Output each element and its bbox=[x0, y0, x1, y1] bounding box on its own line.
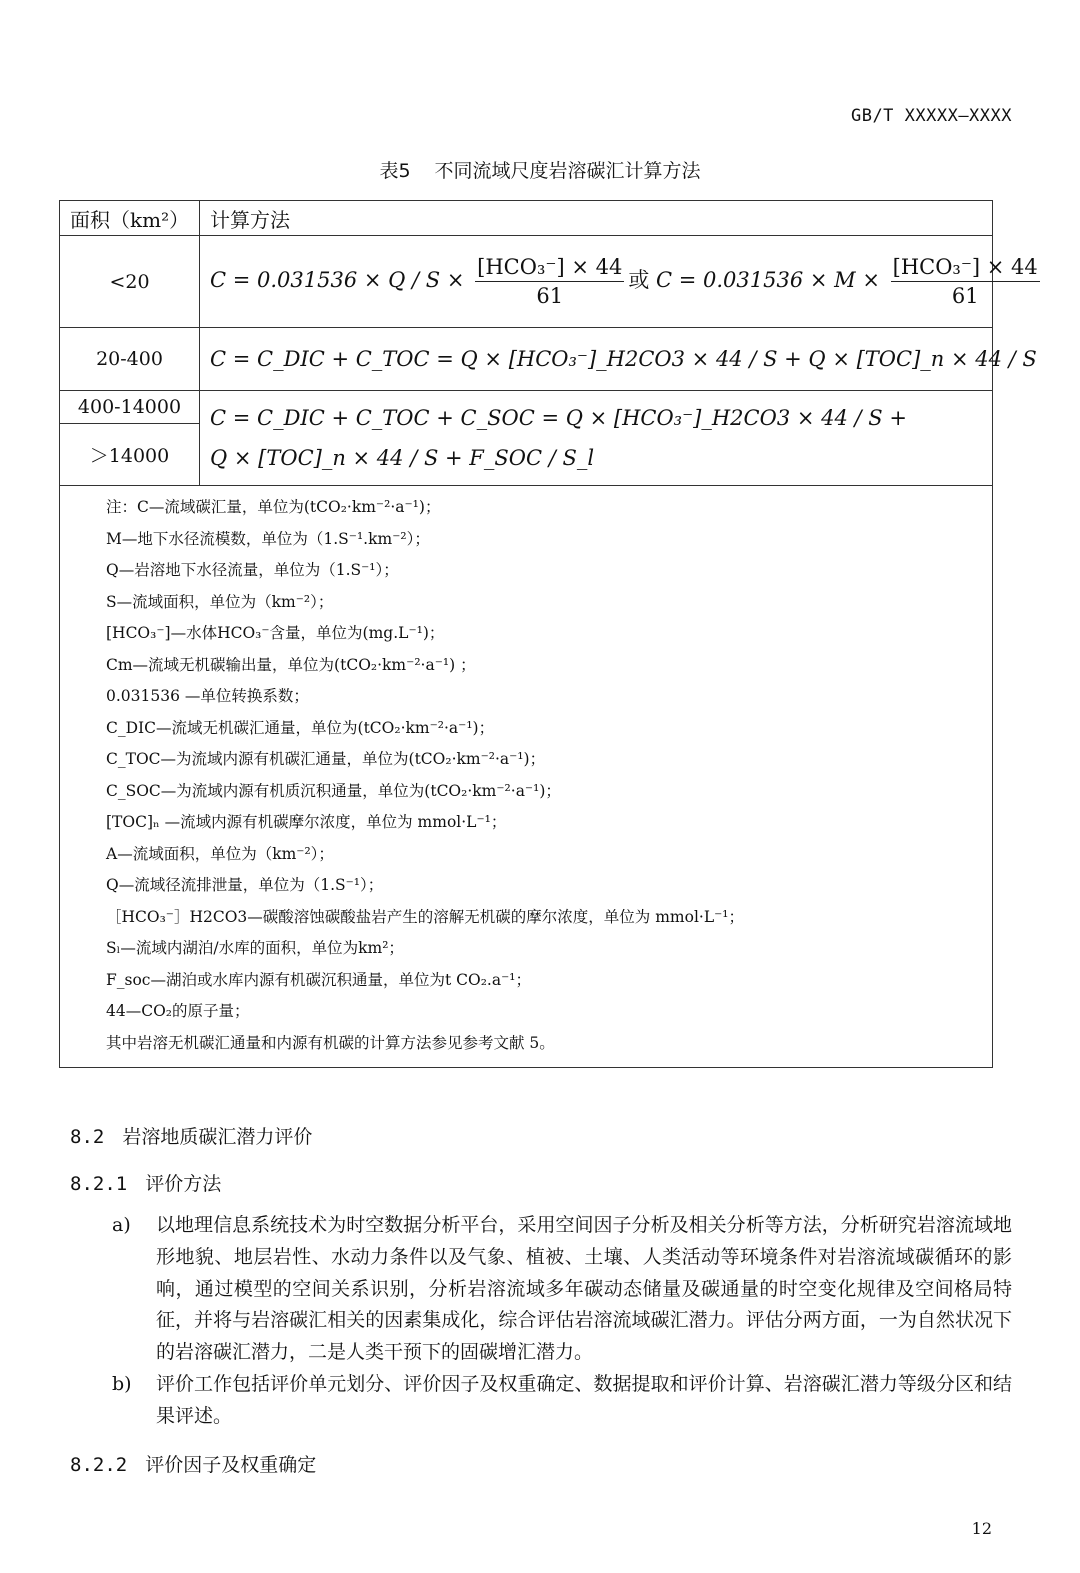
area-cell: <20 bbox=[60, 236, 200, 328]
method-list bbox=[112, 1210, 1012, 1433]
note-line: Cm—流域无机碳输出量，单位为(tCO₂·km⁻²·a⁻¹) ； bbox=[106, 655, 476, 674]
fraction-hco3: $\frac{\text{[HCO₃⁻] × 44}}{61}$ bbox=[477, 255, 623, 308]
note-line: S—流域面积，单位为（km⁻²）； bbox=[106, 592, 334, 611]
formula-gt400-line1: C = C_DIC + C_TOC + C_SOC = Q × [HCO₃⁻]_H2CO3 × 44 / S + bbox=[210, 406, 907, 430]
formula-gt400-line2: Q × [TOC]_n × 44 / S + F_SOC / S_l bbox=[210, 446, 595, 470]
section-title: 岩溶地质碳汇潜力评价 bbox=[122, 1126, 313, 1148]
note-line: [TOC]ₙ —流域内源有机碳摩尔浓度，单位为 mmol·L⁻¹； bbox=[106, 813, 507, 831]
area-cell: ＞14000 bbox=[60, 424, 200, 486]
table-number: 表5 bbox=[379, 160, 411, 182]
page-number: 12 bbox=[971, 1519, 992, 1538]
notes-cell bbox=[60, 486, 993, 1068]
table-caption bbox=[0, 156, 1080, 183]
note-line: 注：C—流域碳汇量，单位为(tCO₂·km⁻²·a⁻¹)； bbox=[106, 498, 441, 516]
fraction-hco3-2: $\frac{\text{[HCO₃⁻] × 44}}{61}$ bbox=[892, 255, 1038, 308]
note-line: F_soc—湖泊或水库内源有机碳沉积通量，单位为t CO₂.a⁻¹； bbox=[106, 970, 531, 989]
area-cell: 400-14000 bbox=[60, 391, 200, 424]
section-number: 8.2.1 bbox=[70, 1173, 128, 1195]
header-method: 计算方法 bbox=[200, 201, 993, 236]
formula-lt20-part1: C = 0.031536 × Q / S × bbox=[210, 268, 465, 292]
note-line: Q—岩溶地下水径流量，单位为（1.S⁻¹）； bbox=[106, 561, 399, 579]
note-line: 0.031536 —单位转换系数； bbox=[106, 687, 309, 705]
note-line: C_DIC—流域无机碳汇通量，单位为(tCO₂·km⁻²·a⁻¹)； bbox=[106, 718, 495, 737]
table-row bbox=[60, 328, 993, 391]
list-text: 以地理信息系统技术为时空数据分析平台，采用空间因子分析及相关分析等方法，分析研究岩溶流域地形地貌、地层岩性、水动力条件以及气象、植被、土壤、人类活动等环境条件对岩溶流域碳循环的影响，通过模型的空间关系识别，分析岩溶流域多年碳动态储量及碳通量的时空变化规律及空间格局特征，并将与岩溶碳汇相关的因素集成化，综合评估岩溶流域碳汇潜力。评估分两方面，一为自然状况下的岩溶碳汇潜力，二是人类干预下的固碳增汇潜力。 bbox=[156, 1214, 1012, 1364]
note-line: ［HCO₃⁻］H2CO3—碳酸溶蚀碳酸盐岩产生的溶解无机碳的摩尔浓度，单位为 mmol·L⁻¹； bbox=[106, 907, 745, 926]
section-number: 8.2 bbox=[70, 1126, 105, 1148]
table-title: 不同流域尺度岩溶碳汇计算方法 bbox=[434, 160, 701, 182]
list-marker: a) bbox=[112, 1214, 131, 1236]
section-title: 评价因子及权重确定 bbox=[145, 1454, 317, 1476]
note-line: 44—CO₂的原子量； bbox=[106, 1002, 250, 1020]
formula-gt400 bbox=[200, 391, 993, 486]
table-row bbox=[60, 236, 993, 328]
area-cell: 20-400 bbox=[60, 328, 200, 391]
standard-code: GB/T XXXXX—XXXX bbox=[850, 106, 1012, 126]
note-line: C_TOC—为流域内源有机碳汇通量，单位为(tCO₂·km⁻²·a⁻¹)； bbox=[106, 750, 546, 768]
list-item bbox=[112, 1210, 1012, 1369]
list-text: 评价工作包括评价单元划分、评价因子及权重确定、数据提取和评价计算、岩溶碳汇潜力等级分区和结果评述。 bbox=[156, 1372, 1012, 1427]
header-area: 面积（km²） bbox=[60, 201, 200, 236]
section-title: 评价方法 bbox=[145, 1173, 222, 1195]
note-line: A—流域面积，单位为（km⁻²）； bbox=[106, 844, 334, 863]
note-line: C_SOC—为流域内源有机质沉积通量，单位为(tCO₂·km⁻²·a⁻¹)； bbox=[106, 781, 561, 800]
formula-lt20 bbox=[200, 236, 1038, 328]
note-line: Q—流域径流排泄量，单位为（1.S⁻¹）； bbox=[106, 876, 384, 894]
or-text: 或 bbox=[628, 268, 650, 292]
section-number: 8.2.2 bbox=[70, 1454, 128, 1476]
table-header-row bbox=[60, 201, 993, 236]
carbon-sink-method-table bbox=[59, 200, 1038, 1068]
notes-row bbox=[60, 486, 993, 1068]
note-line: 其中岩溶无机碳汇通量和内源有机碳的计算方法参见参考文献 5。 bbox=[106, 1033, 555, 1052]
table-row bbox=[60, 391, 993, 424]
note-line: M—地下水径流模数，单位为（1.S⁻¹.km⁻²）； bbox=[106, 529, 430, 548]
note-line: Sₗ—流域内湖泊/水库的面积，单位为km²； bbox=[106, 939, 404, 957]
note-line: [HCO₃⁻]—水体HCO₃⁻含量，单位为(mg.L⁻¹)； bbox=[106, 624, 445, 642]
section-heading-8-2 bbox=[70, 1122, 312, 1149]
formula-lt20-part2: C = 0.031536 × M × bbox=[656, 268, 880, 292]
section-heading-8-2-2 bbox=[70, 1450, 316, 1477]
section-heading-8-2-1 bbox=[70, 1169, 221, 1196]
list-item bbox=[112, 1369, 1012, 1433]
list-marker: b) bbox=[112, 1372, 132, 1395]
formula-20-400: C = C_DIC + C_TOC = Q × [HCO₃⁻]_H2CO3 × 44 / S + Q × [TOC]_n × 44 / S bbox=[200, 328, 993, 391]
